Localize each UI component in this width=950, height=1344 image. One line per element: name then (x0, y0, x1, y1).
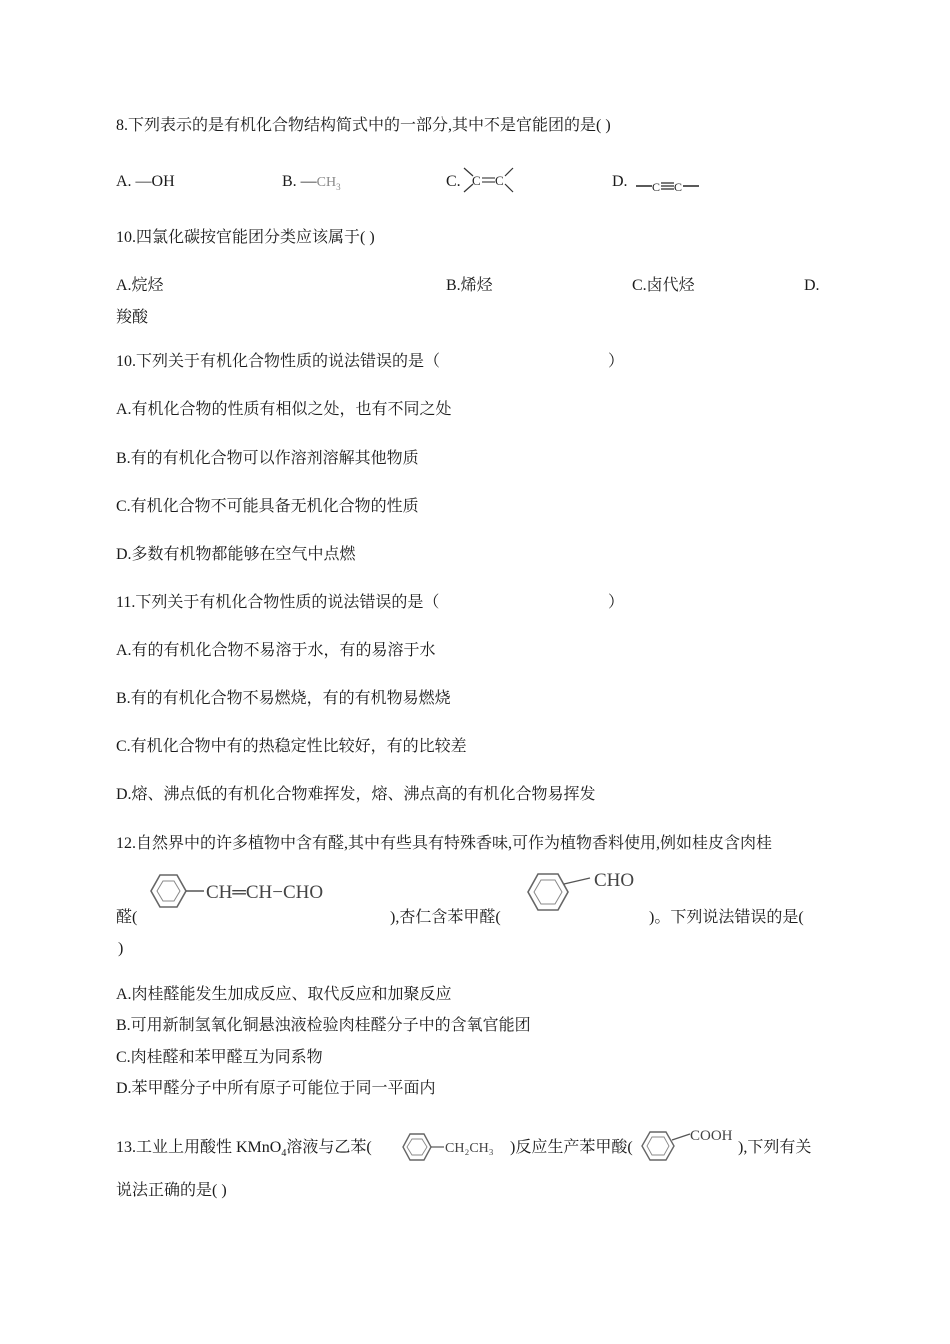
q8-option-d-structure (636, 176, 702, 196)
q11-option-a: A.有的有机化合物不易溶于水，有的易溶于水 (116, 642, 436, 659)
q10b-option-c: C.有机化合物不可能具备无机化合物的性质 (116, 498, 419, 515)
ethylbenzene-structure (398, 1128, 514, 1168)
carboxyl-group: COOH (690, 1128, 733, 1144)
q8-c-atom-2: C (495, 173, 504, 188)
q8-option-c-structure (462, 164, 518, 196)
q12-text-part3: )。下列说法错误的是( (649, 909, 804, 926)
q12-text-part2: ),杏仁含苯甲醛( (390, 909, 501, 926)
q13-text-part3: )反应生产苯甲酸( (510, 1139, 633, 1156)
q10b-stem: 10.下列关于有机化合物性质的说法错误的是（ (116, 353, 441, 370)
q10a-option-b: B.烯烃 (446, 277, 493, 294)
q12-text-part4: ) (118, 940, 124, 957)
cinnamaldehyde-chain: CH═CH−CHO (206, 882, 324, 903)
q8-d-atom-1: C (652, 180, 661, 194)
q8-option-d-label: D. (612, 173, 628, 190)
benzaldehyde-group: CHO (594, 870, 635, 891)
q8-d-atom-2: C (674, 180, 683, 194)
q10a-option-d: D. (804, 277, 820, 294)
q8-stem: 8.下列表示的是有机化合物结构简式中的一部分,其中不是官能团的是( ) (116, 117, 611, 134)
q10a-option-a: A.烷烃 (116, 277, 164, 294)
q12-option-d: D.苯甲醛分子中所有原子可能位于同一平面内 (116, 1080, 436, 1097)
q13-text-part1 (116, 1138, 372, 1164)
q11-option-d: D.熔、沸点低的有机化合物难挥发，熔、沸点高的有机化合物易挥发 (116, 786, 596, 803)
cinnamaldehyde-structure (142, 866, 392, 926)
q8-option-b-label: B. — (282, 173, 317, 190)
q8-option-b-subscript: 3 (336, 182, 341, 193)
q11-option-b: B.有的有机化合物不易燃烧，有的有机物易燃烧 (116, 690, 451, 707)
q11-close-paren: ） (608, 594, 625, 611)
q10b-option-b: B.有的有机化合物可以作溶剂溶解其他物质 (116, 450, 419, 467)
q12-option-a: A.肉桂醛能发生加成反应、取代反应和加聚反应 (116, 986, 452, 1003)
q13-kmno4-subscript: 4 (281, 1148, 287, 1160)
q13-line2: 说法正确的是( ) (116, 1182, 227, 1199)
ethyl-group: CH₂CH₃ (445, 1141, 494, 1156)
q8-c-atom-1: C (472, 173, 481, 188)
q12-option-c: C.肉桂醛和苯甲醛互为同系物 (116, 1049, 323, 1066)
q12-option-b: B.可用新制氢氧化铜悬浊液检验肉桂醛分子中的含氧官能团 (116, 1017, 531, 1034)
q8-option-b (282, 172, 341, 197)
q11-option-c: C.有机化合物中有的热稳定性比较好，有的比较差 (116, 738, 467, 755)
q10a-option-c: C.卤代烃 (632, 277, 695, 294)
q8-option-c-label: C. (446, 173, 461, 190)
q10a-stem: 10.四氯化碳按官能团分类应该属于( ) (116, 229, 375, 246)
q10a-option-d-text: 羧酸 (116, 309, 149, 326)
benzaldehyde-structure (520, 864, 650, 924)
q10b-option-a: A.有机化合物的性质有相似之处，也有不同之处 (116, 401, 452, 418)
q12-text-part1: 醛( (116, 909, 138, 926)
q11-stem: 11.下列关于有机化合物性质的说法错误的是（ (116, 594, 440, 611)
q10b-option-d: D.多数有机物都能够在空气中点燃 (116, 546, 356, 563)
q8-option-a: A. —OH (116, 173, 175, 190)
q13-text-part4: ),下列有关 (738, 1139, 812, 1156)
q13-text-part2: 溶液与乙苯( (286, 1139, 372, 1156)
q10b-close-paren: ） (608, 353, 625, 370)
q8-option-b-formula: CH (316, 175, 337, 190)
benzoic-acid-structure (636, 1122, 740, 1168)
q13-kmno4: 13.工业上用酸性 KMnO (116, 1139, 282, 1156)
q12-stem: 12.自然界中的许多植物中含有醛,其中有些具有特殊香味,可作为植物香料使用,例如桂皮含肉桂 (116, 835, 773, 852)
